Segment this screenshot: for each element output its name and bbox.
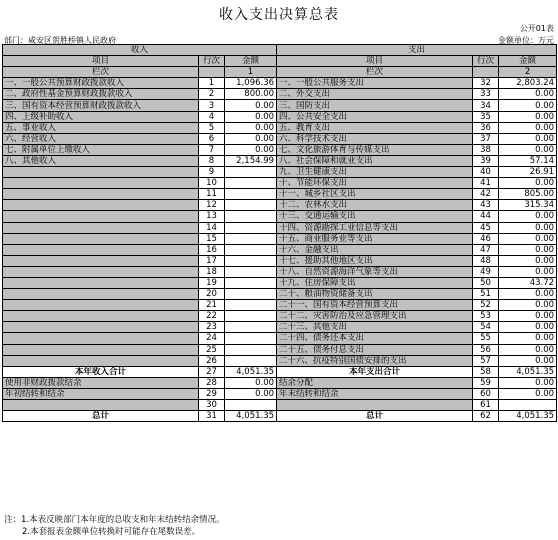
expense-item-cell: 九、卫生健康支出	[277, 167, 473, 178]
expense-row-number: 51	[473, 289, 499, 300]
table-row	[3, 89, 557, 100]
income-amount	[225, 300, 277, 311]
table-row	[3, 266, 557, 277]
grand-total-row	[3, 411, 557, 422]
expense-item-cell: 十九、住房保障支出	[277, 277, 473, 288]
expense-amount: 0.00	[499, 289, 557, 300]
expense-row-number: 44	[473, 211, 499, 222]
expense-item-cell: 二十一、国有资本经营预算支出	[277, 300, 473, 311]
carryover-row	[3, 400, 557, 411]
expense-amount: 0.00	[499, 344, 557, 355]
expense-amount: 0.00	[499, 300, 557, 311]
income-amount	[225, 255, 277, 266]
grand-total-row-expense-row-number: 62	[473, 411, 499, 422]
income-expense-table	[2, 44, 557, 422]
income-item-cell: 二、政府性基金预算财政拨款收入	[3, 89, 199, 100]
report-title: 收入支出决算总表	[219, 7, 339, 23]
table-row	[3, 333, 557, 344]
expense-item-cell: 二十、粮油物资储备支出	[277, 289, 473, 300]
table-row	[3, 222, 557, 233]
income-row-number: 14	[199, 222, 225, 233]
expense-row-number: 55	[473, 333, 499, 344]
expense-row-number: 33	[473, 89, 499, 100]
income-item-cell	[3, 211, 199, 222]
expense-item-cell: 十七、援助其他地区支出	[277, 255, 473, 266]
expense-row-number: 52	[473, 300, 499, 311]
expense-item-cell: 二十六、抗疫特别国债安排的支出	[277, 355, 473, 366]
expense-item-cell: 二、外交支出	[277, 89, 473, 100]
expense-amount: 0.00	[499, 244, 557, 255]
table-row	[3, 122, 557, 133]
income-row-number: 20	[199, 289, 225, 300]
expense-item-cell: 二十三、其他支出	[277, 322, 473, 333]
subtotal-row-income-row-number: 27	[199, 366, 225, 377]
income-item-cell	[3, 355, 199, 366]
income-item-cell	[3, 344, 199, 355]
income-amount	[225, 211, 277, 222]
income-amount	[225, 311, 277, 322]
income-amount: 0.00	[225, 388, 277, 399]
income-amount	[225, 355, 277, 366]
table-row	[3, 111, 557, 122]
expense-item-cell: 五、教育支出	[277, 122, 473, 133]
expense-row-number: 45	[473, 222, 499, 233]
grand-total-row-income-row-number: 31	[199, 411, 225, 422]
grand-total-row-expense-label: 总计	[277, 411, 473, 422]
table-row	[3, 211, 557, 222]
table-row	[3, 178, 557, 189]
expense-item-cell: 二十四、债务还本支出	[277, 333, 473, 344]
income-item-cell	[3, 200, 199, 211]
income-amount: 0.00	[225, 100, 277, 111]
table-row	[3, 100, 557, 111]
expense-row-number: 54	[473, 322, 499, 333]
expense-amount: 2,803.24	[499, 78, 557, 89]
income-amount	[225, 333, 277, 344]
expense-item-cell: 八、社会保障和就业支出	[277, 155, 473, 166]
expense-item-cell: 十、节能环保支出	[277, 178, 473, 189]
subtotal-row	[3, 366, 557, 377]
table-row	[3, 144, 557, 155]
income-amount-header: 金额	[225, 56, 277, 67]
expense-amount: 0.00	[499, 322, 557, 333]
income-amount	[225, 189, 277, 200]
expense-row-number: 41	[473, 178, 499, 189]
table-row	[3, 233, 557, 244]
expense-section-header: 支出	[277, 45, 557, 56]
table-row	[3, 244, 557, 255]
expense-item-cell: 十一、城乡社区支出	[277, 189, 473, 200]
expense-row-number: 57	[473, 355, 499, 366]
expense-item-cell: 六、科学技术支出	[277, 133, 473, 144]
expense-amount: 0.00	[499, 89, 557, 100]
income-row-number: 29	[199, 388, 225, 399]
column-header-row	[3, 56, 557, 67]
income-amount	[225, 178, 277, 189]
income-item-cell: 使用非财政拨款结余	[3, 377, 199, 388]
income-amount: 2,154.99	[225, 155, 277, 166]
income-item-cell	[3, 277, 199, 288]
table-row	[3, 355, 557, 366]
expense-row-number: 32	[473, 78, 499, 89]
income-row-no-header: 行次	[199, 56, 225, 67]
expense-row-number: 42	[473, 189, 499, 200]
expense-row-number: 35	[473, 111, 499, 122]
income-row-number: 16	[199, 244, 225, 255]
expense-item-cell: 七、文化旅游体育与传媒支出	[277, 144, 473, 155]
table-row	[3, 255, 557, 266]
income-row-number: 15	[199, 233, 225, 244]
income-amount: 800.00	[225, 89, 277, 100]
subtotal-row-income-amount: 4,051.35	[225, 366, 277, 377]
income-amount	[225, 322, 277, 333]
income-column-label: 栏次	[3, 67, 199, 78]
income-column-spacer	[199, 67, 225, 78]
expense-amount: 315.34	[499, 200, 557, 211]
income-item-cell: 四、上级补助收入	[3, 111, 199, 122]
expense-item-cell: 年末结转和结余	[277, 388, 473, 399]
expense-amount: 0.00	[499, 100, 557, 111]
expense-amount: 43.72	[499, 277, 557, 288]
income-row-number: 10	[199, 178, 225, 189]
table-row	[3, 78, 557, 89]
income-amount: 0.00	[225, 122, 277, 133]
income-row-number: 13	[199, 211, 225, 222]
expense-item-cell: 一、一般公共服务支出	[277, 78, 473, 89]
income-row-number: 17	[199, 255, 225, 266]
footnote-2: 2.本套报表金额单位转换时可能存在尾数误差。	[22, 527, 201, 537]
expense-row-number: 56	[473, 344, 499, 355]
income-item-cell: 一、一般公共预算财政拨款收入	[3, 78, 199, 89]
income-row-number: 24	[199, 333, 225, 344]
table-row	[3, 311, 557, 322]
income-amount	[225, 289, 277, 300]
footnotes	[4, 514, 225, 538]
expense-item-cell: 十三、交通运输支出	[277, 211, 473, 222]
expense-amount: 0.00	[499, 122, 557, 133]
income-row-number: 23	[199, 322, 225, 333]
income-amount: 0.00	[225, 144, 277, 155]
table-row	[3, 289, 557, 300]
income-amount: 0.00	[225, 133, 277, 144]
income-item-cell: 五、事业收入	[3, 122, 199, 133]
income-row-number: 3	[199, 100, 225, 111]
income-amount: 1,096.36	[225, 78, 277, 89]
income-item-cell	[3, 300, 199, 311]
income-row-number: 6	[199, 133, 225, 144]
table-row	[3, 277, 557, 288]
expense-column-label: 栏次	[277, 67, 473, 78]
income-item-cell: 六、经营收入	[3, 133, 199, 144]
expense-amount: 0.00	[499, 355, 557, 366]
income-item-cell: 年初结转和结余	[3, 388, 199, 399]
income-row-number: 1	[199, 78, 225, 89]
unit-label: 金额单位：万元	[498, 36, 554, 45]
expense-item-cell: 二十五、债务付息支出	[277, 344, 473, 355]
table-row	[3, 155, 557, 166]
income-row-number: 21	[199, 300, 225, 311]
expense-row-number: 60	[473, 388, 499, 399]
income-item-cell	[3, 333, 199, 344]
expense-row-number: 53	[473, 311, 499, 322]
expense-row-number: 39	[473, 155, 499, 166]
expense-amount: 805.00	[499, 189, 557, 200]
income-row-number: 7	[199, 144, 225, 155]
income-item-cell	[3, 167, 199, 178]
carryover-row	[3, 377, 557, 388]
table-row	[3, 300, 557, 311]
expense-row-number: 37	[473, 133, 499, 144]
income-item-cell	[3, 255, 199, 266]
expense-amount: 0.00	[499, 233, 557, 244]
subtotal-row-income-label: 本年收入合计	[3, 366, 199, 377]
expense-item-cell: 结余分配	[277, 377, 473, 388]
grand-total-row-income-amount: 4,051.35	[225, 411, 277, 422]
grand-total-row-income-label: 总计	[3, 411, 199, 422]
income-amount: 0.00	[225, 111, 277, 122]
expense-item-cell: 十六、金融支出	[277, 244, 473, 255]
expense-row-number: 34	[473, 100, 499, 111]
income-row-number: 5	[199, 122, 225, 133]
expense-amount: 0.00	[499, 266, 557, 277]
expense-item-cell: 十五、商业服务业等支出	[277, 233, 473, 244]
table-row	[3, 167, 557, 178]
expense-row-number: 46	[473, 233, 499, 244]
footnote-1: 注：1.本表反映部门本年度的总收支和年末结转结余情况。	[4, 515, 225, 525]
income-row-number: 4	[199, 111, 225, 122]
department-label: 部门：咸安区贺胜桥镇人民政府	[4, 36, 116, 45]
income-amount	[225, 266, 277, 277]
expense-amount: 0.00	[499, 144, 557, 155]
expense-item-cell: 二十二、灾害防治及应急管理支出	[277, 311, 473, 322]
expense-amount: 0.00	[499, 377, 557, 388]
subtotal-row-expense-amount: 4,051.35	[499, 366, 557, 377]
expense-amount: 0.00	[499, 255, 557, 266]
expense-row-number: 40	[473, 167, 499, 178]
income-item-cell: 三、国有资本经营预算财政拨款收入	[3, 100, 199, 111]
income-row-number: 11	[199, 189, 225, 200]
table-row	[3, 133, 557, 144]
expense-item-cell: 十二、农林水支出	[277, 200, 473, 211]
income-amount: 0.00	[225, 377, 277, 388]
subtotal-row-expense-row-number: 58	[473, 366, 499, 377]
table-row	[3, 322, 557, 333]
expense-column-number: 2	[499, 67, 557, 78]
income-amount	[225, 200, 277, 211]
income-item-header: 项目	[3, 56, 199, 67]
expense-column-spacer	[473, 67, 499, 78]
expense-row-number: 48	[473, 255, 499, 266]
expense-amount: 57.14	[499, 155, 557, 166]
expense-amount: 0.00	[499, 333, 557, 344]
expense-row-number: 49	[473, 266, 499, 277]
expense-row-number: 36	[473, 122, 499, 133]
income-row-number: 2	[199, 89, 225, 100]
expense-amount: 0.00	[499, 178, 557, 189]
expense-amount: 0.00	[499, 211, 557, 222]
income-row-number: 26	[199, 355, 225, 366]
expense-item-cell: 十八、自然资源海洋气象等支出	[277, 266, 473, 277]
income-item-cell	[3, 266, 199, 277]
subtotal-row-expense-label: 本年支出合计	[277, 366, 473, 377]
income-row-number: 22	[199, 311, 225, 322]
expense-row-number: 59	[473, 377, 499, 388]
expense-row-no-header: 行次	[473, 56, 499, 67]
expense-amount	[499, 400, 557, 411]
expense-item-header: 项目	[277, 56, 473, 67]
expense-row-number: 47	[473, 244, 499, 255]
expense-amount: 0.00	[499, 222, 557, 233]
income-item-cell	[3, 178, 199, 189]
income-amount	[225, 344, 277, 355]
income-row-number: 30	[199, 400, 225, 411]
expense-amount: 26.91	[499, 167, 557, 178]
section-header-row	[3, 45, 557, 56]
income-item-cell	[3, 189, 199, 200]
income-amount	[225, 244, 277, 255]
income-item-cell	[3, 289, 199, 300]
income-amount	[225, 167, 277, 178]
income-row-number: 8	[199, 155, 225, 166]
expense-amount: 0.00	[499, 311, 557, 322]
income-item-cell	[3, 233, 199, 244]
income-row-number: 18	[199, 266, 225, 277]
expense-item-cell: 十四、资源勘探工业信息等支出	[277, 222, 473, 233]
income-amount	[225, 222, 277, 233]
carryover-row	[3, 388, 557, 399]
table-row	[3, 344, 557, 355]
expense-amount: 0.00	[499, 111, 557, 122]
expense-item-cell	[277, 400, 473, 411]
income-item-cell	[3, 222, 199, 233]
table-row	[3, 189, 557, 200]
expense-row-number: 43	[473, 200, 499, 211]
expense-amount: 0.00	[499, 133, 557, 144]
income-item-cell	[3, 400, 199, 411]
income-row-number: 12	[199, 200, 225, 211]
income-row-number: 19	[199, 277, 225, 288]
income-item-cell	[3, 322, 199, 333]
expense-amount: 0.00	[499, 388, 557, 399]
income-column-number: 1	[225, 67, 277, 78]
income-row-number: 9	[199, 167, 225, 178]
expense-row-number: 50	[473, 277, 499, 288]
income-amount	[225, 277, 277, 288]
expense-row-number: 61	[473, 400, 499, 411]
grand-total-row-expense-amount: 4,051.35	[499, 411, 557, 422]
income-row-number: 25	[199, 344, 225, 355]
expense-amount-header: 金额	[499, 56, 557, 67]
form-code: 公开01表	[519, 24, 554, 33]
income-item-cell	[3, 244, 199, 255]
income-item-cell: 七、附属单位上缴收入	[3, 144, 199, 155]
income-row-number: 28	[199, 377, 225, 388]
expense-item-cell: 三、国防支出	[277, 100, 473, 111]
expense-row-number: 38	[473, 144, 499, 155]
income-item-cell	[3, 311, 199, 322]
expense-item-cell: 四、公共安全支出	[277, 111, 473, 122]
income-section-header: 收入	[3, 45, 277, 56]
income-amount	[225, 400, 277, 411]
column-index-row	[3, 67, 557, 78]
income-item-cell: 八、其他收入	[3, 155, 199, 166]
income-amount	[225, 233, 277, 244]
table-row	[3, 200, 557, 211]
